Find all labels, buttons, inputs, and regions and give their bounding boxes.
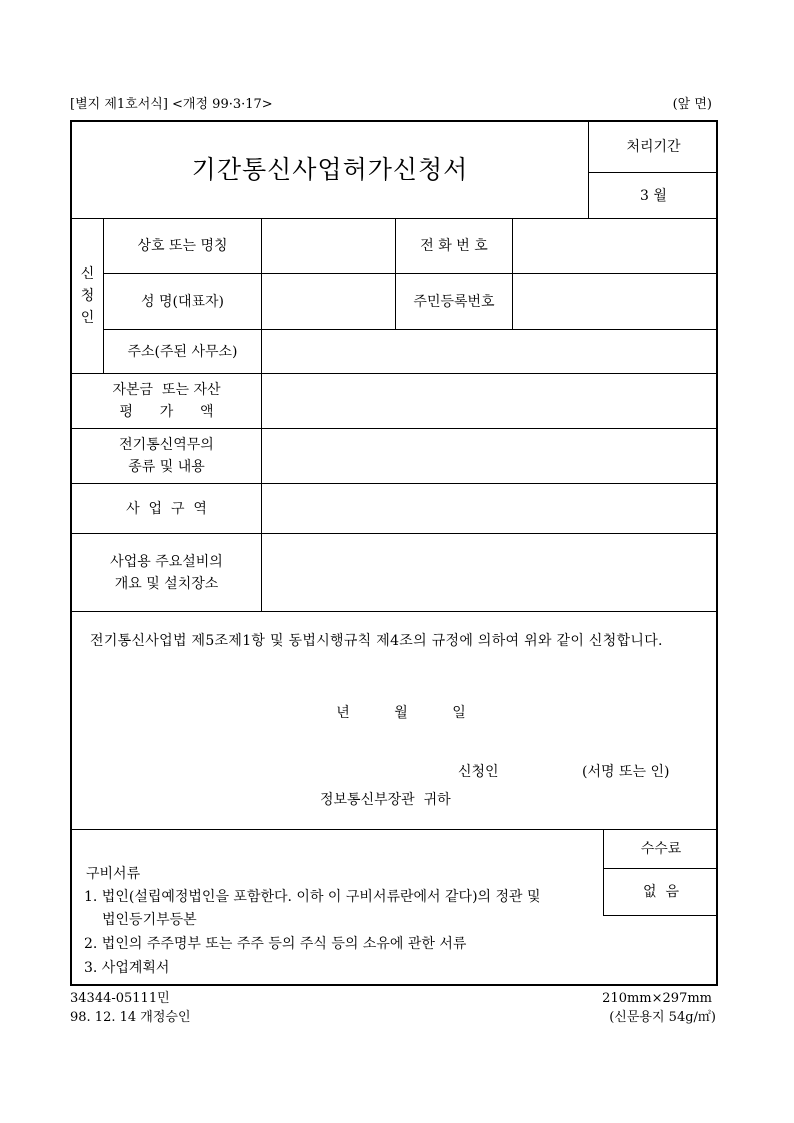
applicant-char-1: 신	[80, 266, 95, 282]
capital-label-line-1: 자본금 또는 자산	[112, 382, 221, 398]
approval-date: 98. 12. 14 개정승인	[70, 1010, 191, 1025]
form-code: 34344-05111민	[70, 991, 170, 1006]
application-form	[70, 120, 718, 986]
business-area-field[interactable]	[262, 484, 718, 533]
company-name-label: 상호 또는 명칭	[137, 238, 228, 254]
required-doc-item-1-cont: 법인등기부등본	[102, 912, 197, 928]
applicant-char-3: 인	[80, 310, 95, 326]
service-label	[72, 429, 261, 483]
fee-value: 없 음	[643, 884, 679, 900]
processing-period-value: 3 월	[640, 187, 667, 204]
processing-period-label: 처리기간	[626, 139, 681, 155]
form-reference: [별지 제1호서식] <개정 99·3·17>	[70, 97, 273, 112]
capital-label	[72, 374, 261, 428]
fee-label: 수수료	[640, 841, 682, 857]
paper-size: 210mm×297mm	[602, 991, 712, 1006]
facility-label-line-2: 개요 및 설치장소	[114, 575, 219, 592]
representative-name-field[interactable]	[262, 274, 395, 329]
service-label-line-2: 종류 및 내용	[128, 459, 205, 475]
required-doc-item-2: 2. 법인의 주주명부 또는 주주 등의 주식 등의 소유에 관한 서류	[84, 936, 467, 952]
representative-name-label: 성 명(대표자)	[141, 293, 224, 310]
resident-reg-number-field[interactable]	[513, 274, 718, 329]
phone-label: 전 화 번 호	[420, 238, 488, 254]
page-side-label: (앞 면)	[672, 97, 712, 112]
paper-type: (신문용지 54g/㎡)	[609, 1010, 716, 1025]
required-doc-item-1: 1. 법인(설립예정법인을 포함한다. 이하 이 구비서류란에서 같다)의 정관 및	[84, 889, 541, 905]
required-documents-heading: 구비서류	[86, 866, 141, 882]
form-title: 기간통신사업허가신청서	[191, 155, 469, 184]
required-doc-item-3: 3. 사업계획서	[84, 960, 170, 976]
business-area-label: 사 업 구 역	[126, 500, 207, 517]
declaration-text: 전기통신사업법 제5조제1항 및 동법시행규칙 제4조의 규정에 의하여 위와 같이 신청합니다.	[90, 633, 663, 649]
applicant-char-2: 청	[80, 288, 95, 304]
capital-field[interactable]	[262, 374, 718, 428]
recipient-line: 정보통신부장관 귀하	[320, 792, 451, 808]
service-label-line-1: 전기통신역무의	[119, 437, 214, 453]
applicant-group-label	[72, 219, 103, 373]
resident-reg-number-label: 주민등록번호	[413, 293, 495, 310]
company-name-field[interactable]	[262, 219, 395, 273]
facility-field[interactable]	[262, 534, 718, 611]
date-line: 년 월 일	[336, 705, 466, 721]
address-label: 주소(주된 사무소)	[127, 343, 238, 360]
service-field[interactable]	[262, 429, 718, 483]
facility-label	[72, 534, 261, 611]
facility-label-line-1: 사업용 주요설비의	[110, 553, 223, 570]
applicant-signature-label: 신청인	[458, 764, 499, 780]
signature-or-seal-label: (서명 또는 인)	[582, 764, 670, 780]
address-field[interactable]	[262, 330, 718, 373]
capital-label-line-2: 평 가 액	[119, 404, 214, 420]
phone-field[interactable]	[513, 219, 718, 273]
